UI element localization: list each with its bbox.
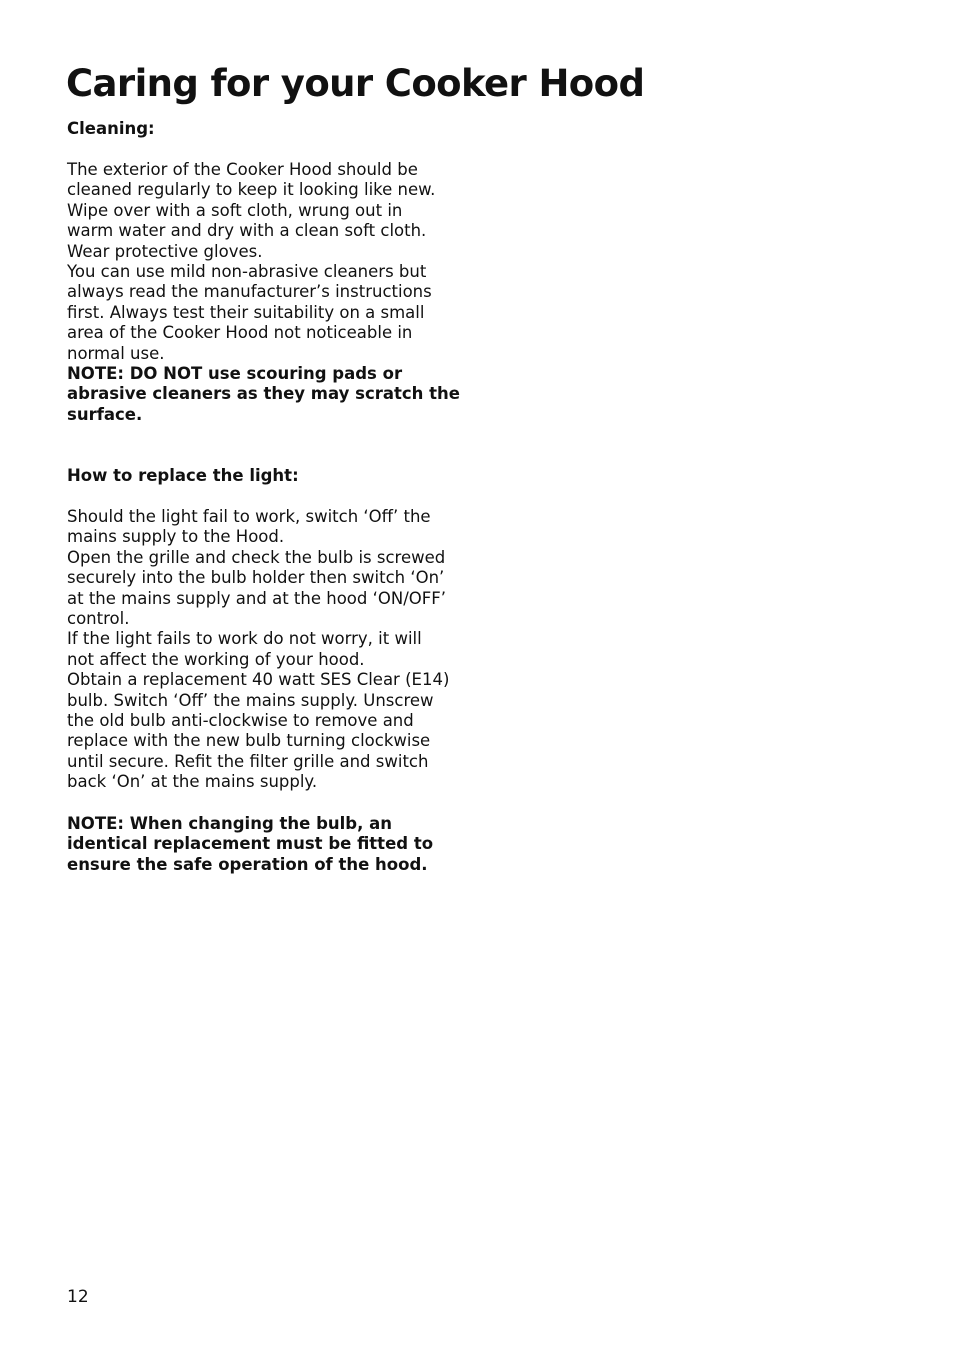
light-body — [67, 507, 467, 793]
text-line: identical replacement must be fitted to — [67, 834, 434, 854]
text-line: ensure the safe operation of the hood. — [67, 854, 428, 874]
light-note — [67, 814, 467, 875]
text-line: You can use mild non-abrasive cleaners but — [67, 262, 427, 282]
text-line: surface. — [67, 404, 143, 424]
text-line: area of the Cooker Hood not noticeable in — [67, 323, 413, 343]
cleaning-paragraph-2 — [67, 262, 467, 364]
light-section — [67, 466, 467, 486]
light-paragraph-2 — [67, 548, 467, 630]
text-line: at the mains supply and at the hood ‘ON/OFF’ — [67, 588, 446, 608]
text-line: bulb. Switch ‘Off’ the mains supply. Unscrew — [67, 690, 434, 710]
cleaning-body — [67, 160, 467, 425]
light-note-block — [67, 814, 467, 875]
cleaning-section — [67, 119, 467, 139]
page-title: Caring for your Cooker Hood — [66, 62, 645, 105]
text-line: mains supply to the Hood. — [67, 527, 285, 547]
text-line: Obtain a replacement 40 watt SES Clear (E14) — [67, 670, 450, 690]
light-paragraph-1 — [67, 507, 467, 548]
text-line: Wear protective gloves. — [67, 241, 263, 261]
cleaning-heading: Cleaning: — [67, 119, 155, 138]
cleaning-note — [67, 364, 467, 425]
text-line: back ‘On’ at the mains supply. — [67, 772, 318, 792]
text-line: always read the manufacturer’s instructions — [67, 282, 432, 302]
text-line: warm water and dry with a clean soft cloth. — [67, 221, 427, 241]
text-line: replace with the new bulb turning clockwise — [67, 731, 431, 751]
text-line: NOTE: When changing the bulb, an — [67, 814, 392, 833]
text-line: normal use. — [67, 343, 165, 363]
text-line: cleaned regularly to keep it looking like new. — [67, 180, 436, 200]
light-paragraph-4 — [67, 670, 467, 792]
text-line: The exterior of the Cooker Hood should be — [67, 160, 418, 179]
text-line: the old bulb anti-clockwise to remove and — [67, 711, 414, 731]
text-line: Wipe over with a soft cloth, wrung out in — [67, 200, 403, 220]
text-line: NOTE: DO NOT use scouring pads or — [67, 364, 403, 384]
page-number: 12 — [67, 1287, 89, 1307]
light-paragraph-3 — [67, 629, 467, 670]
text-line: until secure. Refit the filter grille and switch — [67, 751, 429, 771]
text-line: first. Always test their suitability on a small — [67, 302, 425, 322]
text-line: abrasive cleaners as they may scratch the — [67, 384, 460, 404]
text-line: securely into the bulb holder then switch ‘On’ — [67, 568, 445, 588]
text-line: Open the grille and check the bulb is screwed — [67, 547, 446, 567]
light-heading: How to replace the light: — [67, 466, 299, 485]
text-line: Should the light fail to work, switch ‘Off’ the — [67, 507, 431, 526]
cleaning-paragraph-1 — [67, 160, 467, 262]
text-line: control. — [67, 609, 130, 629]
text-line: not affect the working of your hood. — [67, 649, 365, 669]
text-line: If the light fails to work do not worry, it will — [67, 629, 422, 649]
